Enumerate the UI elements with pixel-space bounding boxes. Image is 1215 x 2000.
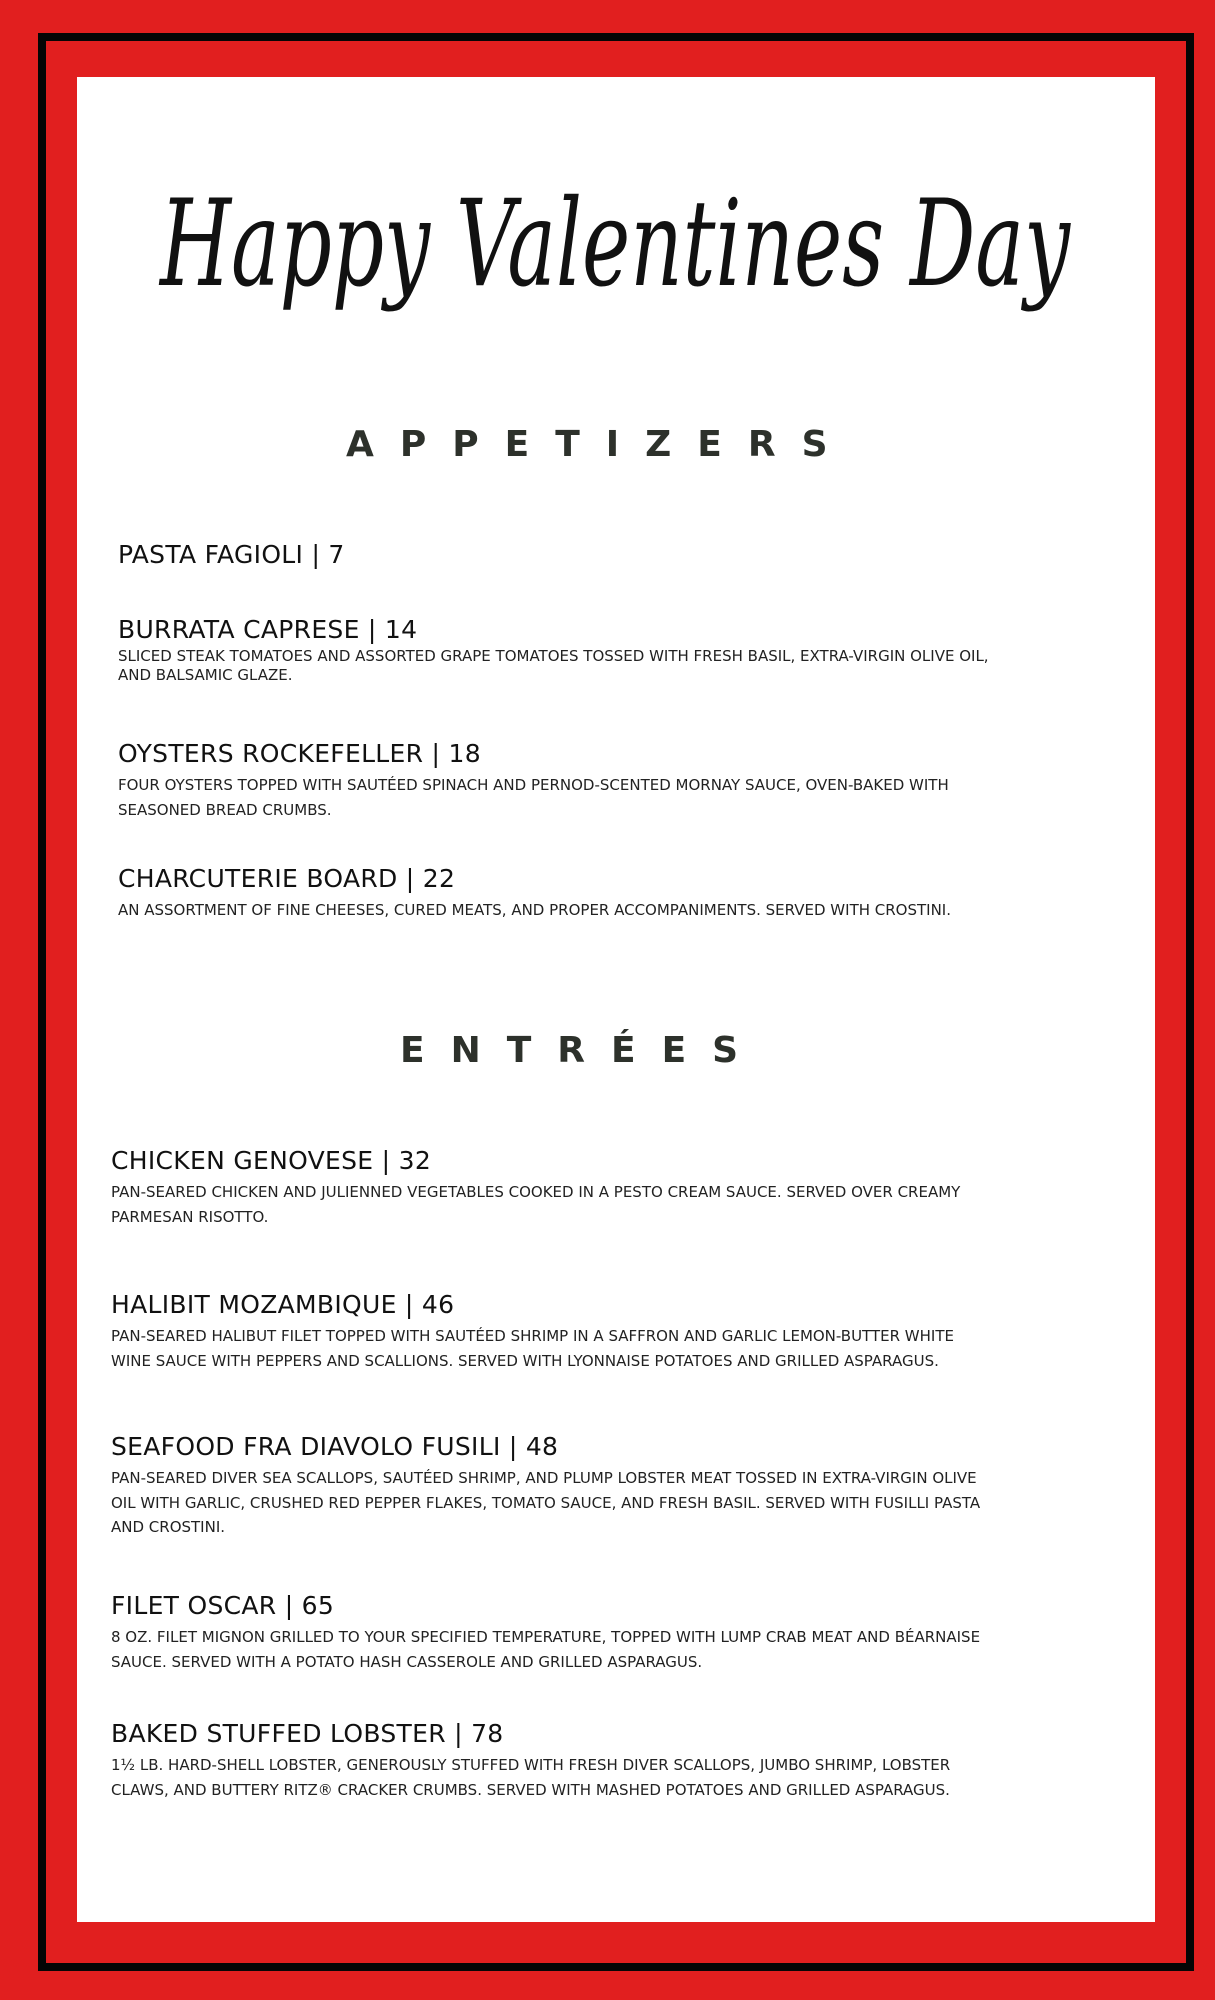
menu-item: [111, 1719, 991, 1802]
item-description: AN ASSORTMENT OF FINE CHEESES, CURED MEATS, AND PROPER ACCOMPANIMENTS. SERVED WITH CROSTINI.: [118, 901, 951, 919]
item-title: BURRATA CAPRESE | 14: [118, 615, 418, 644]
item-title: CHARCUTERIE BOARD | 22: [118, 864, 456, 893]
menu-item: [111, 1146, 991, 1229]
item-description: PAN-SEARED HALIBUT FILET TOPPED WITH SAUTÉED SHRIMP IN A SAFFRON AND GARLIC LEMON-BUTTER WHITE WINE SAUCE WITH PEPPERS AND SCALLIONS. SERVED WITH LYONNAISE POTATOES AND GRILLED ASPARAGUS.: [111, 1327, 954, 1370]
item-title: HALIBIT MOZAMBIQUE | 46: [111, 1290, 455, 1319]
item-description: 1½ LB. HARD-SHELL LOBSTER, GENEROUSLY STUFFED WITH FRESH DIVER SCALLOPS, JUMBO SHRIMP, LOBSTER CLAWS, AND BUTTERY RITZ® CRACKER CRUMBS. SERVED WITH MASHED POTATOES AND GRILLED ASPARAGUS.: [111, 1756, 951, 1799]
item-title: CHICKEN GENOVESE | 32: [111, 1146, 432, 1175]
item-description: PAN-SEARED DIVER SEA SCALLOPS, SAUTÉED SHRIMP, AND PLUMP LOBSTER MEAT TOSSED IN EXTRA-VIRGIN OLIVE OIL WITH GARLIC, CRUSHED RED PEPPER FLAKES, TOMATO SAUCE, AND FRESH BASIL. SERVED WITH FUSILLI PASTA AND CROSTINI.: [111, 1469, 981, 1536]
menu-item: [118, 540, 998, 570]
item-description: FOUR OYSTERS TOPPED WITH SAUTÉED SPINACH AND PERNOD-SCENTED MORNAY SAUCE, OVEN-BAKED WITH SEASONED BREAD CRUMBS.: [118, 776, 949, 819]
item-title: PASTA FAGIOLI | 7: [118, 540, 345, 569]
entrees-heading: ENTRÉES: [400, 1030, 765, 1071]
menu-title-script: [150, 150, 1080, 370]
item-description: SLICED STEAK TOMATOES AND ASSORTED GRAPE TOMATOES TOSSED WITH FRESH BASIL, EXTRA-VIRGIN OLIVE OIL, AND BALSAMIC GLAZE.: [118, 647, 989, 684]
menu-title: [150, 150, 1080, 370]
appetizers-heading: APPETIZERS: [346, 424, 854, 465]
menu-title-text: Happy Valentines Day: [158, 175, 1072, 314]
item-title: BAKED STUFFED LOBSTER | 78: [111, 1719, 504, 1748]
menu-item: [118, 615, 998, 685]
menu-item: [118, 739, 998, 822]
item-description: 8 OZ. FILET MIGNON GRILLED TO YOUR SPECIFIED TEMPERATURE, TOPPED WITH LUMP CRAB MEAT AND BÉARNAISE SAUCE. SERVED WITH A POTATO HASH CASSEROLE AND GRILLED ASPARAGUS.: [111, 1628, 981, 1671]
item-title: SEAFOOD FRA DIAVOLO FUSILI | 48: [111, 1432, 559, 1461]
menu-item: [111, 1290, 991, 1373]
menu-item: [111, 1591, 991, 1674]
item-description: PAN-SEARED CHICKEN AND JULIENNED VEGETABLES COOKED IN A PESTO CREAM SAUCE. SERVED OVER CREAMY PARMESAN RISOTTO.: [111, 1183, 961, 1226]
item-title: FILET OSCAR | 65: [111, 1591, 335, 1620]
menu-item: [111, 1432, 991, 1540]
menu-item: [118, 864, 998, 923]
item-title: OYSTERS ROCKEFELLER | 18: [118, 739, 481, 768]
